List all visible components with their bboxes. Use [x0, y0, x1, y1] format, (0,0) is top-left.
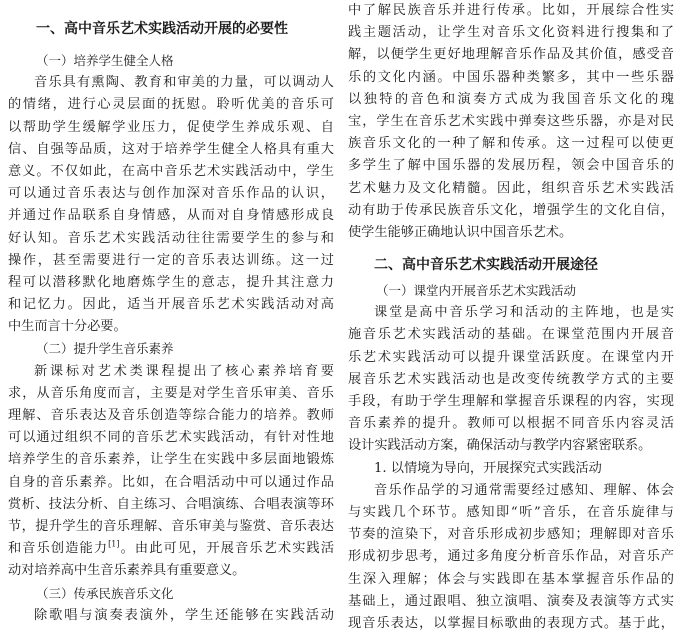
paragraph-line: 中了解民族音乐并进行传承。比如，开展综合性实 — [348, 3, 674, 18]
paragraph-line: 生深入理解；体会与实践即在基本掌握音乐作品的 — [348, 571, 674, 587]
paragraph-line: 并通过作品联系自身情感，从而对自身情感形成良 — [8, 208, 334, 224]
paragraph-line: 手段，有助于学生理解和掌握音乐课程的内容，实现 — [348, 394, 674, 409]
paragraph-line: 族音乐文化的一种了解和传承。这一过程可以使更 — [348, 136, 674, 152]
paragraph-line: 宝，学生在音乐艺术实践中弹奏这些乐器，亦是对民 — [348, 113, 674, 129]
paragraph-line: 操作，甚至需要进行一定的音乐表达训练。这一过 — [8, 252, 334, 268]
paragraph-line-head: 和音乐创造能力 — [8, 541, 109, 557]
paragraph-line: 艺术魅力及文化精髓。因此，组织音乐艺术实践活 — [348, 180, 674, 196]
paragraph-line: 乐艺术实践活动可以提升课堂活跃度。在课堂内开 — [348, 349, 674, 365]
paragraph-line: 基础上，通过跟唱、独立演唱、演奏及表演等方式实 — [348, 593, 674, 609]
paragraph-line: 践主题活动，让学生对音乐文化资料进行搜集和了 — [348, 25, 674, 41]
paragraph-line: 节奏的渲染下，对音乐形成初步感知；理解即对音乐 — [348, 527, 674, 543]
paragraph-line: 自身的音乐素养。比如，在合唱活动中可以通过作品 — [8, 474, 334, 490]
paragraph-line: 现音乐表达，以掌握目标歌曲的表现方式。基于此， — [348, 615, 674, 631]
paragraph-line: 可以通过音乐表达与创作加深对音乐作品的认识， — [8, 186, 334, 202]
paragraph-line: 动对培养高中生音乐素养具有重要意义。 — [8, 563, 246, 579]
paragraph-line: 信、自强等品质，这对于培养学生健全人格具有重大 — [8, 141, 334, 157]
paragraph-line: 形成初步思考，通过多角度分析音乐作品，对音乐产 — [348, 549, 674, 565]
paragraph-line: 的情绪，进行心灵层面的抚慰。聆听优美的音乐可 — [8, 97, 334, 113]
paragraph-line: 以独特的音色和演奏方式成为我国音乐文化的瑰 — [348, 91, 674, 107]
paragraph-line: 培养学生的音乐素养，让学生在实践中多层面地锻炼 — [8, 452, 334, 468]
paragraph-line: 中生而言十分必要。 — [8, 319, 127, 335]
paragraph-line: 动有助于传承民族音乐文化，增强学生的文化自信， — [348, 202, 674, 218]
paragraph-line: 使学生能够正确地认识中国音乐艺术。 — [348, 224, 573, 240]
paragraph-line: 音乐素养的提升。教师可以根据不同音乐内容灵活 — [348, 416, 674, 432]
paragraph-line-tail: 。由此可见，开展音乐艺术实践活 — [119, 541, 335, 557]
paragraph-line: 和记忆力。因此，适当开展音乐艺术实践活动对高 — [8, 297, 334, 313]
paragraph-line: 好认知。音乐艺术实践活动往往需要学生的参与和 — [8, 230, 334, 246]
paragraph-line: 可以通过组织不同的音乐艺术实践活动，有针对性地 — [8, 430, 334, 446]
subsection-heading-2-1-1: 1. 以情境为导向，开展探究式实践活动 — [374, 460, 602, 476]
paragraph-line: 解，以便学生更好地理解音乐作品及其价值，感受音 — [348, 47, 674, 63]
citation-reference: [1] — [108, 539, 120, 549]
paragraph-line: 新课标对艺术类课程提出了核心素养培育要 — [34, 363, 334, 379]
subsection-heading-1-3: （三）传承民族音乐文化 — [36, 585, 174, 601]
section-heading-1: 一、高中音乐艺术实践活动开展的必要性 — [36, 21, 288, 37]
subsection-heading-1-1: （一）培养学生健全人格 — [36, 53, 174, 68]
paragraph-line: 课堂是高中音乐学习和活动的主阵地，也是实 — [374, 305, 674, 321]
paragraph-line: 设计实践活动方案，确保活动与教学内容紧密联系。 — [348, 438, 652, 454]
paragraph-line — [8, 538, 334, 560]
paragraph-line: 理解、音乐表达及音乐创造等综合能力的培养。教师 — [8, 408, 334, 423]
paragraph-line: 程可以潜移默化地磨炼学生的意志，提升其注意力 — [8, 274, 334, 290]
paragraph-line: 音乐作品学的习通常需要经过感知、理解、体会 — [374, 482, 674, 498]
paragraph-line: 施音乐艺术实践活动的基础。在课堂范围内开展音 — [348, 327, 674, 343]
paragraph-line: 以帮助学生缓解学业压力，促使学生养成乐观、自 — [8, 119, 334, 135]
paragraph-line: 赏析、技法分析、自主练习、合唱演练、合唱表演等环 — [8, 496, 334, 512]
paragraph-line: 与实践几个环节。感知即“听”音乐，在音乐旋律与 — [348, 504, 674, 520]
paragraph-line: 乐的文化内涵。中国乐器种类繁多，其中一些乐器 — [348, 69, 674, 85]
paragraph-line: 展音乐艺术实践活动也是改变传统教学方式的主要 — [348, 371, 674, 387]
paragraph-line: 音乐具有熏陶、教育和审美的力量，可以调动人 — [34, 75, 334, 91]
paragraph-line: 求，从音乐角度而言，主要是对学生音乐审美、音乐 — [8, 385, 334, 401]
left-column — [8, 0, 335, 623]
paragraph-line: 节，提升学生的音乐理解、音乐审美与鉴赏、音乐表达 — [8, 518, 334, 534]
subsection-heading-2-1: （一）课堂内开展音乐艺术实践活动 — [376, 283, 577, 299]
section-heading-2: 二、高中音乐艺术实践活动开展途径 — [374, 257, 598, 274]
right-column — [348, 0, 674, 631]
paragraph-line: 除歌唱与演奏表演外，学生还能够在实践活动 — [34, 607, 334, 623]
paragraph-line: 多学生了解中国乐器的发展历程，领会中国音乐的 — [348, 158, 674, 174]
paragraph-line: 意义。不仅如此，在高中音乐艺术实践活动中，学生 — [8, 163, 334, 179]
subsection-heading-1-2: （二）提升学生音乐素养 — [36, 341, 174, 357]
